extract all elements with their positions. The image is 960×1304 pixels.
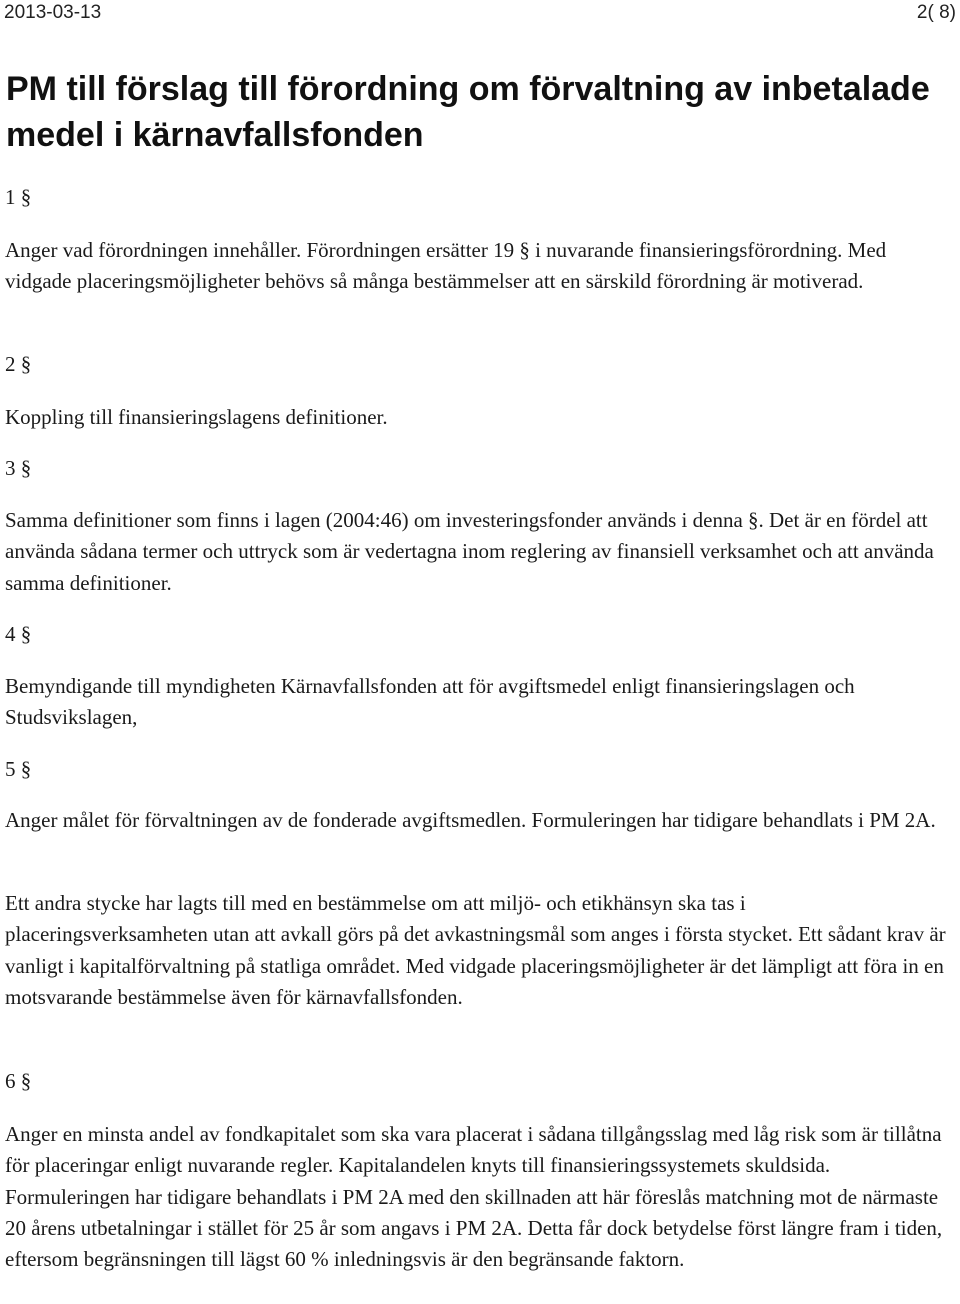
section-5-text-2: Ett andra stycke har lagts till med en bestämmelse om att miljö- och etikhänsyn ska tas i placeringsverksamheten utan att avkall görs på det avkastningsmål som anges i första stycket. Ett sådant krav är vanligt i kapitalförvaltning på statliga området. Med vidgade placeringsmöjligheter är det lämpligt att föra in en motsvarande bestämmelse även för kärnavfallsfonden. <box>5 891 946 1009</box>
section-heading-4: 4 § <box>5 622 32 646</box>
section-heading-1: 1 § <box>5 185 32 209</box>
document-title: PM till förslag till förordning om förvaltning av inbetalade medel i kärnavfallsfonden <box>6 70 930 154</box>
section-2-text: Koppling till finansieringslagens definitioner. <box>5 405 388 429</box>
section-3-text: Samma definitioner som finns i lagen (2004:46) om investeringsfonder används i denna §. Det är en fördel att använda sådana termer och uttryck som är vedertagna inom reglering av finansiell verksamhet och att använda samma definitioner. <box>5 508 934 595</box>
section-4-text: Bemyndigande till myndigheten Kärnavfallsfonden att för avgiftsmedel enligt finansieringslagen och Studsvikslagen, <box>5 674 855 730</box>
section-heading-3: 3 § <box>5 456 32 480</box>
document-date: 2013-03-13 <box>4 2 102 23</box>
section-heading-6: 6 § <box>5 1069 32 1093</box>
page-number: 2( 8) <box>916 2 956 23</box>
section-heading-2: 2 § <box>5 352 32 376</box>
section-6-text: Anger en minsta andel av fondkapitalet som ska vara placerat i sådana tillgångsslag med låg risk som är tillåtna för placeringar enligt nuvarande regler. Kapitalandelen knyts till finansieringssystemets skuldsida. Formuleringen har tidigare behandlats i PM 2A med den skillnaden att här föreslås matchning mot de närmaste 20 årens utbetalningar i stället för 25 år som angavs i PM 2A. Detta får dock betydelse först längre fram i tiden, eftersom begränsningen till lägst 60 % inledningsvis är den begränsande faktorn. <box>5 1122 943 1272</box>
section-5-text-1: Anger målet för förvaltningen av de fonderade avgiftsmedlen. Formuleringen har tidigare behandlats i PM 2A. <box>5 808 936 832</box>
page-header <box>0 0 960 28</box>
section-heading-5: 5 § <box>5 757 32 781</box>
section-1-text: Anger vad förordningen innehåller. Förordningen ersätter 19 § i nuvarande finansieringsförordning. Med vidgade placeringsmöjligheter behövs så många bestämmelser att en särskild förordning är motiverad. <box>5 238 887 294</box>
